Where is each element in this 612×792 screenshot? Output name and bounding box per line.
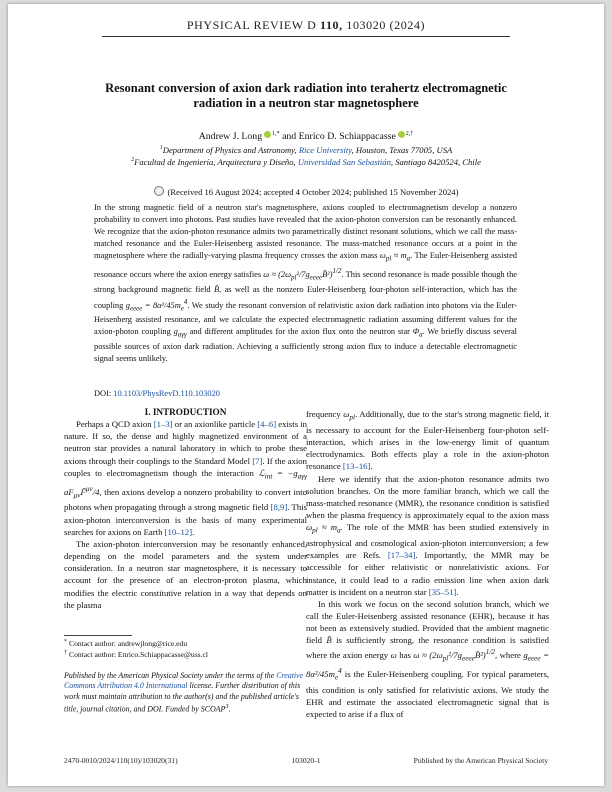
abstract-text: . The Euler-Heisenberg assisted resonance occurs where the axion energy satisfies: [94, 251, 517, 279]
math: $g_{eeee} = 8\alpha^2/45m_e^4$: [125, 297, 188, 313]
affiliation-2-text: Facultad de Ingeniería, Arquitectura y Diseño,: [134, 157, 296, 167]
orcid-icon[interactable]: [398, 131, 405, 138]
affiliation-1-rest: , Houston, Texas 77005, USA: [351, 145, 453, 155]
received-text: (Received 16 August 2024; accepted 4 October 2024; published 15 November 2024): [167, 187, 459, 197]
footnote-2: [64, 650, 307, 659]
footer-page-number: 103020-1: [291, 756, 321, 765]
math: $\Phi_a$: [412, 327, 423, 340]
affiliation-1-text: Department of Physics and Astronomy,: [162, 145, 297, 155]
author-list: [8, 131, 604, 142]
abstract: [94, 202, 517, 365]
footnote-text[interactable]: Contact author: andrewjlong@rice.edu: [69, 639, 188, 648]
paragraph: Here we identify that the axion-photon resonance admits two solution branches. On the more familiar branch, which we call the mass-matched resonance (MMR), the resonance condition is satisfied when the plasma frequency is approximately equal to the axion mass $\omega_{pl} \approx m_a$. The role of the MMR has been studied extensively in astrophysical and cosmological axion-photon interconversion; a few examples are Refs. [17–34]. Importantly, the MMR may be accessible for either relativistic or nonrelativistic axions. For instance, it could lead to a radio emission line when axion dark matter is incident on a neutron star [35–51].: [306, 473, 549, 597]
footer-issn: 2470-0010/2024/110(10)/103020(31): [64, 756, 178, 765]
math: ω: [390, 650, 397, 661]
affiliation-1-number: 1: [159, 145, 163, 151]
check-for-updates-icon[interactable]: [154, 186, 164, 196]
license-note: Published by the American Physical Society under the terms of the Creative Commons Attribution 4.0 International license. Further distribution of this work must maintain attribution to the author(s) and the published article's title, journal citation, and DOI. Funded by SCOAP$^3$.: [64, 671, 304, 714]
paper-title: [88, 81, 524, 111]
citation-link[interactable]: [13–16]: [342, 461, 371, 472]
journal-volume: 110,: [320, 18, 343, 32]
right-column: [306, 408, 549, 720]
math: $\omega \approx (2\omega_{pl}^2/7g_{eeee}B̄^2)^{1/2}$: [413, 648, 495, 664]
affiliation-2: [48, 157, 564, 167]
header-rule: [102, 36, 510, 37]
left-column: [64, 406, 307, 611]
citation-link[interactable]: [17–34]: [387, 550, 416, 561]
paragraph: In this work we focus on the second solution branch, which we call the Euler-Heisenberg assisted resonance (EHR), because it has not been as extensively studied. Provided that the ambient magnetic field B̄ is sufficiently strong, the resonance condition is satisfied where the axion energy ω has $\omega \approx (2\omega_{pl}^2/7g_{eeee}B̄^2)^{1/2}$, where $g_{eeee} = 8\alpha^2/45m_e^4$ is the Euler-Heisenberg coupling. For typical parameters, this condition is only satisfied for relativistic axions. We study the EHR and estimate the associated electromagnetic signal that is expected to arise if a flux of: [306, 598, 549, 720]
author-2-marks: 2,†: [405, 131, 414, 137]
math: B̄: [213, 284, 220, 294]
math: B̄: [326, 635, 332, 646]
title-line-1: Resonant conversion of axion dark radiation into terahertz electromagnetic: [105, 81, 507, 95]
doi-link[interactable]: 10.1103/PhysRevD.110.103020: [113, 389, 220, 398]
footnote-mark: *: [64, 639, 67, 645]
paragraph: The axion-photon interconversion may be resonantly enhanced, depending on the model parameters and the system under consideration. In a neutron star magnetosphere, it is necessary to account for the presence of an electron-proton plasma, which modifies the electric constitutive relation in a way that depends on the plasma: [64, 538, 307, 610]
affiliation-2-rest: , Santiago 8420524, Chile: [390, 157, 481, 167]
affiliation-1: [48, 145, 564, 155]
affiliation-2-link[interactable]: Universidad San Sebastián: [297, 157, 391, 167]
citation-link[interactable]: [4–6]: [257, 419, 277, 430]
title-line-2: radiation in a neutron star magnetosphere: [193, 96, 419, 110]
footnote-text[interactable]: Contact author: Enrico.Schiappacasse@uss.cl: [69, 650, 209, 659]
citation-link[interactable]: [7]: [252, 455, 263, 466]
math: $\omega_{pl}$: [343, 409, 356, 422]
footer-publisher: Published by the American Physical Society: [413, 756, 548, 765]
citation-link[interactable]: [8,9]: [270, 502, 288, 513]
footnote-1: [64, 639, 307, 648]
article-number: 103020 (2024): [346, 18, 426, 32]
affiliation-1-link[interactable]: Rice University: [298, 145, 352, 155]
math: $\omega_{pl} \approx m_a$: [379, 251, 411, 264]
abstract-text: . We study the resonant conversion of relativistic axion dark radiation into photons via the Euler-Heisenberg assisted resonance, and we calculate the expected electromagnetic radiation assuming different values for the axion-photon coupling: [94, 300, 518, 337]
received-dates: [8, 186, 604, 197]
abstract-text: . This second resonance is made possible though the strong background magnetic field: [94, 269, 517, 294]
math: $g_{a\gamma\gamma}$: [173, 327, 187, 340]
author-conjunction: and: [282, 131, 297, 142]
section-heading: I. INTRODUCTION: [144, 407, 227, 417]
author-1-marks: 1,*: [272, 131, 280, 137]
paragraph: Perhaps a QCD axion [1–3] or an axionlike particle [4–6] exists in nature. If so, the dense and highly magnetized environment of a neutron star provides a natural laboratory in which to probe these axions through their couplings to the Standard Model [7]. If the axion couples to electromagnetism though the interaction ℒ$_{int}$ = $-g_{a\gamma\gamma}$ $aF_{\mu\nu}F̃^{\mu\nu}/4$, then axions develop a nonzero probability to convert into photons when propagating through a strong magnetic field [8,9]. This axion-photon interconversion is the basis of many experimental searches for axions on Earth [10–12].: [64, 419, 308, 537]
affiliation-2-number: 2: [131, 157, 135, 163]
paper-page: [8, 4, 604, 786]
math: $\omega_{pl} \approx m_a$: [306, 522, 341, 535]
math: ℒ$_{int}$ = $-g_{a\gamma\gamma}$ $aF_{\mu\nu}F̃^{\mu\nu}/4$: [64, 467, 307, 500]
abstract-text: and different amplitudes for the axion flux onto the neutron star: [186, 327, 413, 337]
math: $g_{eeee} = 8\alpha^2/45m_e^4$: [306, 650, 549, 682]
journal-header: [8, 18, 604, 33]
footnote-rule: [64, 635, 132, 636]
abstract-text: In the strong magnetic field of a neutron star's magnetosphere, axions coupled to electromagnetism develop a nonzero probability to convert into photons. Past studies have revealed that the axion-photon conversion can be resonantly enhanced. We recognize that the axion-photon resonance admits two parametrically distinct resonant solutions, which we call the mass-matched resonance and the Euler-Heisenberg assisted resonance. The mass-matched resonance occurs at a point in the magnetosphere where the radially-varying plasma frequency crosses the axion mass: [94, 203, 517, 261]
doi-line: [94, 389, 220, 398]
orcid-icon[interactable]: [264, 131, 271, 138]
citation-link[interactable]: [35–51]: [428, 586, 457, 597]
doi-label: DOI:: [94, 389, 112, 398]
abstract-text: , as well as the nonzero Euler-Heisenberg four-photon self-interaction, which has the coupling: [94, 284, 518, 310]
author-1[interactable]: Andrew J. Long: [198, 131, 263, 142]
citation-link[interactable]: [10–12]: [164, 526, 193, 537]
footnote-mark: †: [64, 650, 67, 656]
math: $\omega \approx (2\omega_{pl}^2/7g_{eeee}B̄^2)^{1/2}$: [263, 267, 342, 282]
license-link[interactable]: Creative Commons Attribution 4.0 International: [64, 671, 304, 691]
abstract-text: . We briefly discuss several possible sources of axion dark radiation. Achieving a sufficiently strong axion flux to induce a detectable electromagnetic signal seems unlikely.: [94, 327, 517, 364]
journal-name: PHYSICAL REVIEW D: [186, 18, 317, 32]
author-2[interactable]: Enrico D. Schiappacasse: [298, 131, 396, 142]
paragraph: frequency $\omega_{pl}$. Additionally, due to the star's strong magnetic field, it is necessary to account for the Euler-Heisenberg four-photon self-interaction, which arises in the low-energy limit of quantum electrodynamics. Both effects play a role in the axion-photon resonance [13–16].: [306, 409, 549, 472]
citation-link[interactable]: [1–3]: [153, 419, 173, 430]
